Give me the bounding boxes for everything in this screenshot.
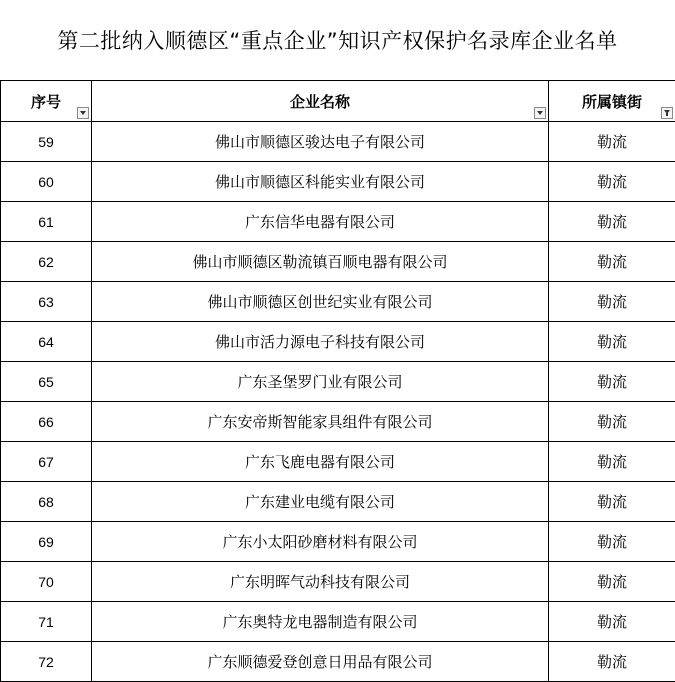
header-name-label: 企业名称 (290, 93, 350, 111)
cell-town: 勒流 (549, 402, 675, 442)
cell-town: 勒流 (549, 562, 675, 602)
header-seq (1, 81, 92, 122)
cell-seq: 61 (1, 202, 92, 242)
table-row (1, 442, 675, 482)
cell-seq: 59 (1, 122, 92, 162)
table-row (1, 362, 675, 402)
header-town-label: 所属镇街 (582, 93, 642, 111)
header-row (1, 81, 675, 122)
cell-town: 勒流 (549, 162, 675, 202)
cell-seq: 63 (1, 282, 92, 322)
cell-seq: 71 (1, 602, 92, 642)
cell-company-name: 广东小太阳砂磨材料有限公司 (92, 522, 549, 562)
cell-company-name: 佛山市活力源电子科技有限公司 (92, 322, 549, 362)
cell-seq: 72 (1, 642, 92, 682)
cell-town: 勒流 (549, 202, 675, 242)
table-row (1, 602, 675, 642)
cell-seq: 65 (1, 362, 92, 402)
table-row (1, 282, 675, 322)
cell-company-name: 佛山市顺德区骏达电子有限公司 (92, 122, 549, 162)
header-town (549, 81, 675, 122)
cell-town: 勒流 (549, 322, 675, 362)
cell-seq: 64 (1, 322, 92, 362)
chevron-down-icon (537, 111, 543, 115)
cell-company-name: 广东安帝斯智能家具组件有限公司 (92, 402, 549, 442)
header-name (92, 81, 549, 122)
chevron-down-icon (80, 111, 86, 115)
cell-seq: 68 (1, 482, 92, 522)
cell-company-name: 广东建业电缆有限公司 (92, 482, 549, 522)
cell-town: 勒流 (549, 282, 675, 322)
table-row (1, 482, 675, 522)
cell-town: 勒流 (549, 642, 675, 682)
table-row (1, 402, 675, 442)
cell-company-name: 广东顺德爱登创意日用品有限公司 (92, 642, 549, 682)
filter-dropdown-seq[interactable] (77, 107, 89, 119)
filter-dropdown-name[interactable] (534, 107, 546, 119)
cell-seq: 69 (1, 522, 92, 562)
table-row (1, 122, 675, 162)
table-row (1, 642, 675, 682)
table-row (1, 162, 675, 202)
page-title: 第二批纳入顺德区“重点企业”知识产权保护名录库企业名单 (0, 0, 675, 80)
cell-company-name: 佛山市顺德区勒流镇百顺电器有限公司 (92, 242, 549, 282)
table-row (1, 202, 675, 242)
cell-seq: 67 (1, 442, 92, 482)
table-row (1, 322, 675, 362)
cell-town: 勒流 (549, 602, 675, 642)
cell-town: 勒流 (549, 442, 675, 482)
cell-town: 勒流 (549, 122, 675, 162)
cell-company-name: 广东信华电器有限公司 (92, 202, 549, 242)
cell-company-name: 佛山市顺德区创世纪实业有限公司 (92, 282, 549, 322)
cell-town: 勒流 (549, 522, 675, 562)
filter-funnel-icon (664, 110, 670, 116)
table-row (1, 522, 675, 562)
table-row (1, 242, 675, 282)
cell-seq: 60 (1, 162, 92, 202)
table-row (1, 562, 675, 602)
cell-town: 勒流 (549, 242, 675, 282)
cell-town: 勒流 (549, 362, 675, 402)
cell-company-name: 广东飞鹿电器有限公司 (92, 442, 549, 482)
cell-town: 勒流 (549, 482, 675, 522)
cell-company-name: 广东明晖气动科技有限公司 (92, 562, 549, 602)
cell-seq: 62 (1, 242, 92, 282)
company-table (0, 80, 675, 682)
filter-active-town[interactable] (661, 107, 673, 119)
cell-company-name: 佛山市顺德区科能实业有限公司 (92, 162, 549, 202)
header-seq-label: 序号 (31, 93, 61, 111)
cell-company-name: 广东奥特龙电器制造有限公司 (92, 602, 549, 642)
cell-seq: 66 (1, 402, 92, 442)
cell-seq: 70 (1, 562, 92, 602)
cell-company-name: 广东圣堡罗门业有限公司 (92, 362, 549, 402)
